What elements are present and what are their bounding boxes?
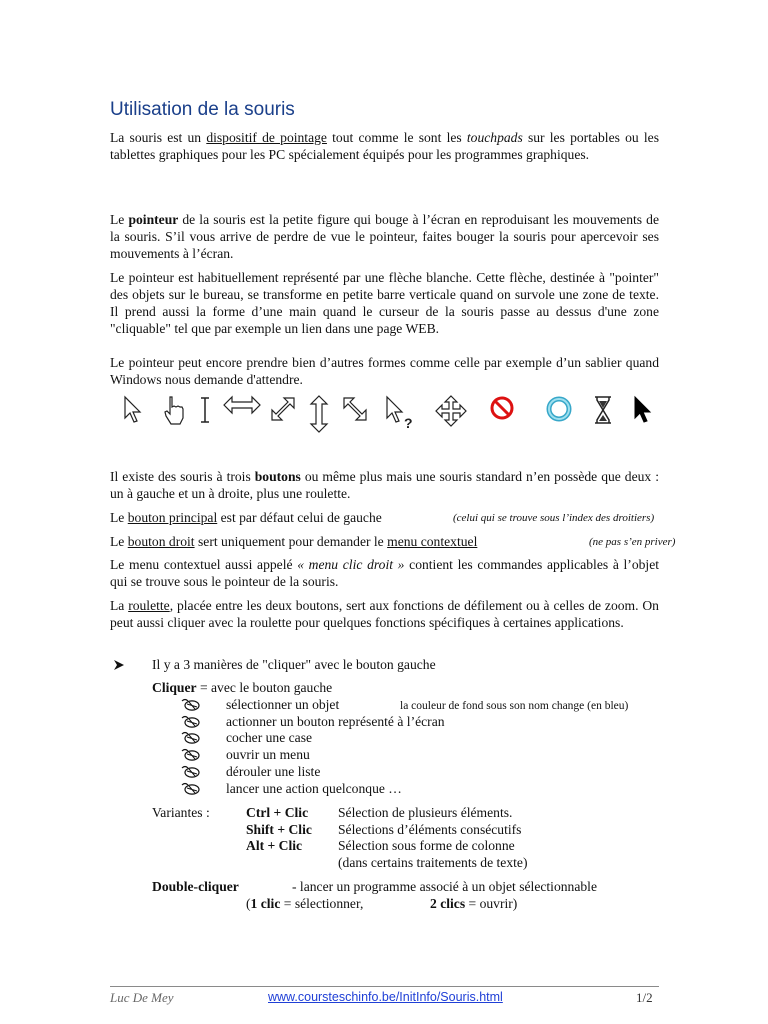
emphasis-touchpads: touchpads <box>466 130 523 145</box>
text: Le <box>110 510 128 525</box>
hourglass-icon <box>592 394 614 426</box>
mouse-bullet-icon <box>180 765 200 778</box>
emphasis-menu-clic-droit: « menu clic droit » <box>297 557 405 572</box>
footer-page-number: 1/2 <box>636 990 653 1005</box>
note-ne-pas-priver: (ne pas s’en priver) <box>589 536 676 548</box>
text: La <box>110 598 129 613</box>
mouse-bullet-icon <box>180 715 200 728</box>
text: est par défaut celui de gauche <box>217 510 382 525</box>
resize-horizontal-icon <box>222 394 262 416</box>
link-dispositif-pointage[interactable]: dispositif de pointage <box>206 130 327 145</box>
double-cliquer-desc: - lancer un programme associé à un objet sélectionnable <box>292 879 597 894</box>
text: sert uniquement pour demander le <box>194 534 388 549</box>
variant-desc: Sélection sous forme de colonne <box>338 838 515 854</box>
paragraph-boutons <box>110 468 659 502</box>
text: Le <box>110 534 128 549</box>
text: Le <box>110 212 129 227</box>
click-action-item: cocher une case <box>226 730 313 746</box>
footer-author: Luc De Mey <box>110 990 174 1005</box>
text: de la souris est la petite figure qui bouge à l’écran en reproduisant les mouvements de la souris. S’il vous arrive de perdre de vue le pointeur, faites bouger la souris pour apercevoir ses mouvements à l’écran. <box>110 212 659 261</box>
click-action-item: sélectionner un objet <box>226 697 340 712</box>
move-cursor-icon <box>434 394 468 428</box>
paragraph-intro <box>110 129 659 163</box>
text: Le menu contextuel aussi appelé <box>110 557 298 572</box>
paragraph-pointeur <box>110 211 659 262</box>
click-action-item: ouvrir un menu <box>226 747 310 763</box>
click-action-item: lancer une action quelconque … <box>226 780 402 796</box>
busy-ring-icon <box>544 394 574 424</box>
double-cliquer-detail-2 <box>430 895 517 912</box>
mouse-bullet-icon <box>180 698 200 711</box>
strong-double-cliquer: Double-cliquer <box>152 879 239 894</box>
resize-vertical-icon <box>308 394 330 434</box>
text: = sélectionner, <box>280 896 364 911</box>
link-roulette[interactable]: roulette <box>128 598 170 613</box>
strong-pointeur: pointeur <box>128 212 179 227</box>
double-cliquer-detail <box>246 895 363 912</box>
arrow-cursor-icon <box>122 394 144 424</box>
mouse-bullet-icon <box>180 748 200 761</box>
page-title: Utilisation de la souris <box>110 99 295 120</box>
click-note: la couleur de fond sous son nom change (en bleu) <box>400 700 629 712</box>
variant-key: Ctrl + Clic <box>246 805 309 820</box>
double-cliquer-heading <box>152 878 239 895</box>
resize-diagonal-nw-icon <box>340 394 370 424</box>
text: contient les commandes applicables à l’objet qui se trouve sous le pointeur de la souris. <box>110 557 660 589</box>
cliquer-heading <box>152 679 332 696</box>
text: , placée entre les deux boutons, sert aux fonctions de défilement ou à celles de zoom. On peut aussi cliquer avec la roulette pour quelques fonctions spécifiques à certaines applications. <box>110 598 659 630</box>
variant-desc: Sélections d’éléments consécutifs <box>338 821 522 837</box>
cursor-icons-row <box>118 394 658 434</box>
paragraph-roulette <box>110 597 659 631</box>
arrowhead-bullet-icon <box>113 659 125 671</box>
paragraph-formes: Le pointeur peut encore prendre bien d’autres formes comme celle par exemple d’un sablier quand Windows nous demande d'attendre. <box>110 355 659 387</box>
strong-1-clic: 1 clic <box>250 896 281 911</box>
link-bouton-principal[interactable]: bouton principal <box>127 510 218 525</box>
variant-desc: Sélection de plusieurs éléments. <box>338 805 513 820</box>
footer-link[interactable]: www.coursteschinfo.be/InitInfo/Souris.html <box>268 990 503 1004</box>
link-menu-contextuel[interactable]: menu contextuel <box>387 534 478 549</box>
text: tout comme le sont les <box>326 130 467 145</box>
line-bouton-principal <box>110 509 382 526</box>
click-action-item: actionner un bouton représenté à l’écran <box>226 713 445 729</box>
variantes-label: Variantes : <box>152 805 210 820</box>
resize-diagonal-ne-icon <box>268 394 298 424</box>
text: Il existe des souris à trois <box>110 469 255 484</box>
unavailable-cursor-icon <box>488 394 516 422</box>
variant-key: Shift + Clic <box>246 821 312 837</box>
strong-boutons: boutons <box>254 469 301 484</box>
black-arrow-cursor-icon <box>632 394 654 426</box>
variant-note: (dans certains traitements de texte) <box>338 855 528 870</box>
strong-2-clics: 2 clics <box>430 896 466 911</box>
mouse-bullet-icon <box>180 731 200 744</box>
variant-key: Alt + Clic <box>246 838 303 854</box>
paragraph-fleche: Le pointeur est habituellement représenté par une flèche blanche. Cette flèche, destinée à "pointer" des objets sur le bureau, se transforme en petite barre verticale quand on survole une zone de texte. Il prend aussi la forme d’une main quand le curseur de la souris passe au dessus d'une zone "cliquable" tel que par exemple un lien dans une page WEB. <box>110 270 659 336</box>
text: = avec le bouton gauche <box>196 680 333 695</box>
line-bouton-droit <box>110 533 477 550</box>
list-intro: Il y a 3 manières de "cliquer" avec le bouton gauche <box>152 657 436 672</box>
text: ( <box>246 896 251 911</box>
link-bouton-droit[interactable]: bouton droit <box>127 534 195 549</box>
text: La souris est un <box>110 130 207 145</box>
text: ou même plus mais une souris standard n’en possède que deux : un à gauche et un à droite, plus une roulette. <box>110 469 659 501</box>
paragraph-menu-contextuel <box>110 556 659 590</box>
mouse-bullet-icon <box>180 782 200 795</box>
help-cursor-icon <box>384 394 420 430</box>
text: sur les portables ou les tablettes graphiques pour les PC spécialement équipés pour les programmes graphiques. <box>110 130 659 162</box>
click-action-item: dérouler une liste <box>226 763 321 779</box>
footer-divider <box>110 986 659 987</box>
svg-text:?: ? <box>404 415 413 430</box>
note-index-droitiers: (celui qui se trouve sous l’index des droitiers) <box>453 512 655 524</box>
ibeam-cursor-icon <box>198 394 212 426</box>
hand-cursor-icon <box>162 394 188 426</box>
text: = ouvrir) <box>465 896 518 911</box>
strong-cliquer: Cliquer <box>152 680 197 695</box>
